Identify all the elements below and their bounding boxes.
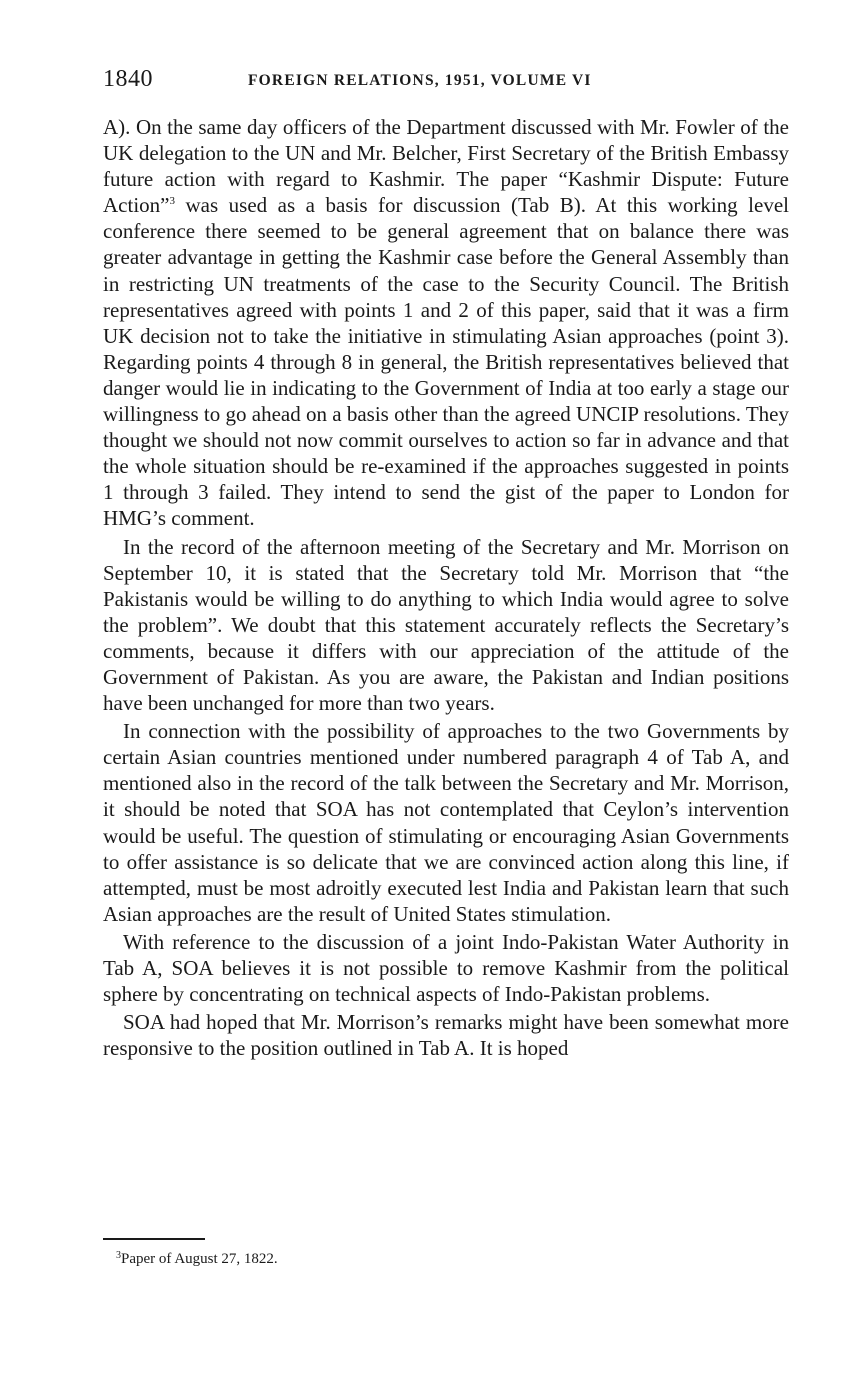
paragraph-1 (103, 114, 789, 532)
footnote-reference: 3 (169, 195, 175, 208)
paragraph-4: With reference to the discussion of a joint Indo-Pakistan Water Authority in Tab A, SOA believes it is not possible to remove Kashmir from the political sphere by concentrating on technical aspects of Indo-Pakistan problems. (103, 929, 789, 1007)
running-head-title: FOREIGN RELATIONS, 1951, VOLUME VI (248, 72, 592, 89)
paragraph-5: SOA had hoped that Mr. Morrison’s remarks might have been somewhat more responsive to the position outlined in Tab A. It is hoped (103, 1010, 789, 1061)
paragraph-1-text-end: was used as a basis for discussion (Tab B). At this working level conference there seemed to be general agreement that on balance there was greater advantage in getting the Kashmir case before the General Assembly than in restricting UN treatments of the case to the Security Council. The British representatives agreed with points 1 and 2 of this paper, said that it was a firm UK decision not to take the initiative in stimulating Asian approaches (point 3). Regarding points 4 through 8 in general, the British representatives believed that danger would lie in indicating to the Government of India at too early a stage our willingness to go ahead on a basis other than the agreed UNCIP resolutions. They thought we should not now commit ourselves to action so far in advance and that the whole situation should be re-examined if the approaches suggested in points 1 through 3 failed. They intend to send the gist of the paper to London for HMG’s comment. (103, 193, 789, 531)
footnote-divider (103, 1238, 205, 1240)
footnote (116, 1251, 278, 1268)
paragraph-2: In the record of the afternoon meeting of the Secretary and Mr. Morrison on September 10, it is stated that the Secretary told Mr. Morrison that “the Pakistanis would be willing to do anything to which India would agree to solve the problem”. We doubt that this statement accurately reflects the Secretary’s comments, because it differs with our appreciation of the attitude of the Government of Pakistan. As you are aware, the Pakistan and Indian positions have been unchanged for more than two years. (103, 534, 789, 716)
body-text (103, 114, 789, 1061)
paragraph-1-text-start: A). On the same day officers of the Department discussed with Mr. Fowler of the UK delegation to the UN and Mr. Belcher, First Secretary of the British Embassy future action with regard to Kashmir. The paper “Kashmir Dispute: Future Action” (103, 115, 789, 218)
paragraph-3: In connection with the possibility of approaches to the two Governments by certain Asian countries mentioned under numbered paragraph 4 of Tab A, and mentioned also in the record of the talk between the Secretary and Mr. Morrison, it should be noted that SOA has not contemplated that Ceylon’s intervention would be useful. The question of stimulating or encouraging Asian Governments to offer assistance is so delicate that we are convinced action along this line, if attempted, must be most adroitly executed lest India and Pakistan learn that such Asian approaches are the result of United States stimulation. (103, 719, 789, 926)
running-header (103, 66, 793, 100)
page-number: 1840 (103, 66, 153, 92)
footnote-mark: 3 (116, 1250, 121, 1261)
footnote-text: Paper of August 27, 1822. (121, 1251, 278, 1267)
